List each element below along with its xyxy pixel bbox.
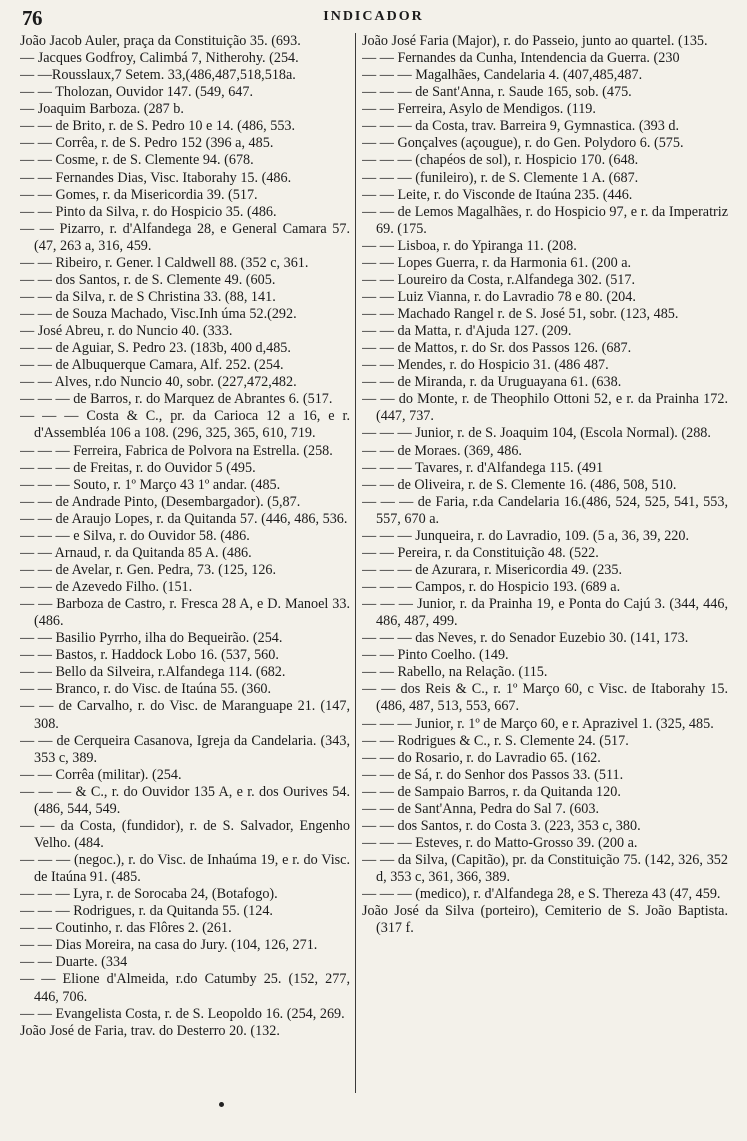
directory-entry: — — Tholozan, Ouvidor 147. (549, 647. xyxy=(20,84,254,101)
directory-entry: — — do Monte, r. de Theophilo Ottoni 52, e r. da Prainha 172. (447, 737. xyxy=(362,391,728,425)
directory-entry: — — do Rosario, r. do Lavradio 65. (162. xyxy=(362,749,601,766)
directory-entry: — — de Azevedo Filho. (151. xyxy=(20,579,193,595)
directory-entry: — — — de Barros, r. do Marquez de Abrantes 6. (517. xyxy=(20,391,333,408)
directory-entry: — — Ferreira, Asylo de Mendigos. (119. xyxy=(362,101,596,118)
directory-entry: — — — Junior, r. de S. Joaquim 104, (Escola Normal). (288. xyxy=(362,425,711,442)
directory-entry: — — Barboza de Castro, r. Fresca 28 A, e D. Manoel 33. (486. xyxy=(20,596,350,630)
directory-entry: — — Corrêa, r. de S. Pedro 152 (396 a, 485. xyxy=(20,135,274,152)
directory-entry: — — Pinto da Silva, r. do Hospicio 35. (486. xyxy=(20,203,277,220)
directory-entry: — — — Junior, r. 1º de Março 60, e r. Aprazivel 1. (325, 485. xyxy=(362,715,714,732)
column-divider xyxy=(355,33,356,1093)
directory-entry: — — Luiz Vianna, r. do Lavradio 78 e 80. (204. xyxy=(362,288,636,305)
directory-entry: — — — da Costa, trav. Barreira 9, Gymnastica. (393 d. xyxy=(362,118,680,135)
directory-entry: — — Lisboa, r. do Ypiranga 11. (208. xyxy=(362,237,577,254)
directory-entry: — — de Oliveira, r. de S. Clemente 16. (486, 508, 510. xyxy=(362,476,677,493)
directory-entry: — — Elione d'Almeida, r.do Catumby 25. (152, 277, 446, 706. xyxy=(20,971,350,1005)
directory-entry: — — Bastos, r. Haddock Lobo 16. (537, 560. xyxy=(20,647,279,664)
directory-entry: João Jacob Auler, praça da Constituição 35. (693. xyxy=(20,33,301,49)
directory-entry: — — Gomes, r. da Misericordia 39. (517. xyxy=(20,186,258,203)
directory-entry: — — — das Neves, r. do Senador Euzebio 30. (141, 173. xyxy=(362,630,689,647)
directory-entry: — — Bello da Silveira, r.Alfandega 114. (682. xyxy=(20,664,286,681)
directory-entry: — — de Araujo Lopes, r. da Quitanda 57. (446, 486, 536. xyxy=(20,510,348,527)
directory-entry: — — — Junqueira, r. do Lavradio, 109. (5 a, 36, 39, 220. xyxy=(362,527,690,544)
directory-entry: — — de Miranda, r. da Uruguayana 61. (638. xyxy=(362,374,622,391)
directory-entry: — — de Andrade Pinto, (Desembargador). (5,87. xyxy=(20,493,301,510)
directory-entry: — — Basilio Pyrrho, ilha do Bequeirão. (254. xyxy=(20,630,283,647)
running-title: INDICADOR xyxy=(323,9,424,24)
directory-entry: — — — Junior, r. da Prainha 19, e Ponta do Cajú 3. (344, 446, 486, 487, 499. xyxy=(362,596,728,630)
directory-entry: — José Abreu, r. do Nuncio 40. (333. xyxy=(20,323,233,340)
directory-entry: — — — de Sant'Anna, r. Saude 165, sob. (475. xyxy=(362,84,632,101)
directory-entry: — — Pizarro, r. d'Alfandega 28, e General Camara 57. (47, 263 a, 316, 459. xyxy=(20,220,350,254)
directory-entry: — — — (medico), r. d'Alfandega 28, e S. Thereza 43 (47, 459. xyxy=(362,886,721,903)
directory-entry: — — de Albuquerque Camara, Alf. 252. (254. xyxy=(20,357,284,374)
directory-entry: — — Corrêa (militar). (254. xyxy=(20,766,182,783)
directory-entry: — — — Ferreira, Fabrica de Polvora na Estrella. (258. xyxy=(20,442,333,459)
directory-entry: — — Machado Rangel r. de S. José 51, sobr. (123, 485. xyxy=(362,306,679,322)
directory-entry: — — de Sampaio Barros, r. da Quitanda 120. xyxy=(362,783,621,800)
printer-mark xyxy=(219,1102,224,1107)
directory-entry: — Joaquim Barboza. (287 b. xyxy=(20,101,184,118)
directory-entry: — — da Matta, r. d'Ajuda 127. (209. xyxy=(362,323,572,340)
directory-entry: — — da Silva, r. de S Christina 33. (88, 141. xyxy=(20,288,276,305)
page-header xyxy=(0,4,747,30)
directory-entry: — — — de Freitas, r. do Ouvidor 5 (495. xyxy=(20,459,256,476)
directory-entry: — — de Carvalho, r. do Visc. de Maranguape 21. (147, 308. xyxy=(20,698,350,732)
directory-entry: — — Lopes Guerra, r. da Harmonia 61. (200 a. xyxy=(362,254,632,271)
directory-entry: — — Leite, r. do Visconde de Itaúna 235. (446. xyxy=(362,186,633,203)
directory-entry: — —Rousslaux,7 Setem. 33,(486,487,518,518a. xyxy=(20,67,296,84)
directory-entry: — — de Sant'Anna, Pedra do Sal 7. (603. xyxy=(362,800,600,817)
directory-entry: — — — de Azurara, r. Misericordia 49. (235. xyxy=(362,561,623,578)
directory-entry: — — — Costa & C., pr. da Carioca 12 a 16, e r. d'Assembléa 106 a 108. (296, 325, 365, 610, 719. xyxy=(20,408,350,442)
directory-entry: — — — Souto, r. 1º Março 43 1º andar. (485. xyxy=(20,476,281,493)
directory-entry: — — — (funileiro), r. de S. Clemente 1 A. (687. xyxy=(362,169,639,186)
directory-entry: — — dos Santos, r. do Costa 3. (223, 353 c, 380. xyxy=(362,817,641,834)
directory-entry: — — Fernandes Dias, Visc. Itaborahy 15. (486. xyxy=(20,169,292,186)
directory-entry: — — Coutinho, r. das Flôres 2. (261. xyxy=(20,920,232,937)
directory-entry: — — de Aguiar, S. Pedro 23. (183b, 400 d,485. xyxy=(20,340,291,357)
directory-entry: — — dos Reis & C., r. 1º Março 60, c Visc. de Itaborahy 15. (486, 487, 513, 553, 667. xyxy=(362,681,728,715)
directory-entry: — — de Avelar, r. Gen. Pedra, 73. (125, 126. xyxy=(20,561,277,578)
directory-entry: — — de Lemos Magalhães, r. do Hospicio 97, e r. da Imperatriz 69. (175. xyxy=(362,203,728,237)
directory-entry: — — de Sá, r. do Senhor dos Passos 33. (511. xyxy=(362,766,624,783)
directory-entry: — — — Esteves, r. do Matto-Grosso 39. (200 a. xyxy=(362,834,638,851)
directory-entry: — — — Magalhães, Candelaria 4. (407,485,487. xyxy=(362,67,643,84)
directory-entry: — — — (chapéos de sol), r. Hospicio 170. (648. xyxy=(362,152,639,169)
directory-entry: — Jacques Godfroy, Calimbá 7, Nitherohy. (254. xyxy=(20,50,299,67)
directory-entry: — — de Moraes. (369, 486. xyxy=(362,442,522,459)
directory-entry: — — Loureiro da Costa, r.Alfandega 302. (517. xyxy=(362,271,636,288)
directory-entry: — — dos Santos, r. de S. Clemente 49. (605. xyxy=(20,271,276,288)
directory-entry: João José da Silva (porteiro), Cemiterio de S. João Baptista. (317 f. xyxy=(362,903,728,937)
directory-entry: — — — Campos, r. do Hospicio 193. (689 a. xyxy=(362,579,621,595)
directory-entry: — — — & C., r. do Ouvidor 135 A, e r. dos Ourives 54. (486, 544, 549. xyxy=(20,783,350,817)
directory-entry: — — de Brito, r. de S. Pedro 10 e 14. (486, 553. xyxy=(20,118,296,135)
left-column xyxy=(20,33,350,1103)
directory-entry: — — — de Faria, r.da Candelaria 16.(486, 524, 525, 541, 553, 557, 670 a. xyxy=(362,493,728,527)
directory-entry: — — Rodrigues & C., r. S. Clemente 24. (517. xyxy=(362,732,629,749)
directory-entry: — — — Lyra, r. de Sorocaba 24, (Botafogo). xyxy=(20,886,278,903)
directory-entry: — — Gonçalves (açougue), r. do Gen. Polydoro 6. (575. xyxy=(362,135,684,152)
directory-entry: — — de Cerqueira Casanova, Igreja da Candelaria. (343, 353 c, 389. xyxy=(20,732,350,766)
directory-entry: — — Pereira, r. da Constituição 48. (522. xyxy=(362,544,599,561)
directory-entry: — — — Tavares, r. d'Alfandega 115. (491 xyxy=(362,459,604,476)
directory-entry: — — Branco, r. do Visc. de Itaúna 55. (360. xyxy=(20,681,272,698)
directory-entry: — — da Costa, (fundidor), r. de S. Salvador, Engenho Velho. (484. xyxy=(20,817,350,851)
directory-entry: — — Mendes, r. do Hospicio 31. (486 487. xyxy=(362,357,609,374)
directory-entry: — — Alves, r.do Nuncio 40, sobr. (227,472,482. xyxy=(20,374,297,391)
page-number: 76 xyxy=(22,6,42,30)
directory-entry: — — da Silva, (Capitão), pr. da Constituição 75. (142, 326, 352 d, 353 c, 361, 366, 389. xyxy=(362,852,728,886)
directory-entry: — — Fernandes da Cunha, Intendencia da Guerra. (230 xyxy=(362,50,680,67)
directory-entry: — — Ribeiro, r. Gener. l Caldwell 88. (352 c, 361. xyxy=(20,254,309,271)
directory-entry: João José de Faria, trav. do Desterro 20. (132. xyxy=(20,1022,280,1039)
right-column xyxy=(362,33,728,1103)
directory-entry: — — Pinto Coelho. (149. xyxy=(362,647,509,664)
directory-entry: — — Evangelista Costa, r. de S. Leopoldo 16. (254, 269. xyxy=(20,1005,345,1022)
directory-entry: — — Duarte. (334 xyxy=(20,954,128,971)
directory-entry: — — — Rodrigues, r. da Quitanda 55. (124. xyxy=(20,903,273,920)
directory-entry: — — de Souza Machado, Visc.Inh úma 52.(292. xyxy=(20,306,297,322)
directory-entry: — — — e Silva, r. do Ouvidor 58. (486. xyxy=(20,527,250,544)
directory-entry: — — Rabello, na Relação. (115. xyxy=(362,664,548,681)
directory-entry: — — Dias Moreira, na casa do Jury. (104, 126, 271. xyxy=(20,937,318,954)
directory-entry: — — Arnaud, r. da Quitanda 85 A. (486. xyxy=(20,544,252,561)
directory-entry: — — — (negoc.), r. do Visc. de Inhaúma 19, e r. do Visc. de Itaúna 91. (485. xyxy=(20,852,350,886)
directory-entry: — — Cosme, r. de S. Clemente 94. (678. xyxy=(20,152,254,169)
directory-entry: — — de Mattos, r. do Sr. dos Passos 126. (687. xyxy=(362,340,632,357)
directory-entry: João José Faria (Major), r. do Passeio, junto ao quartel. (135. xyxy=(362,33,708,49)
